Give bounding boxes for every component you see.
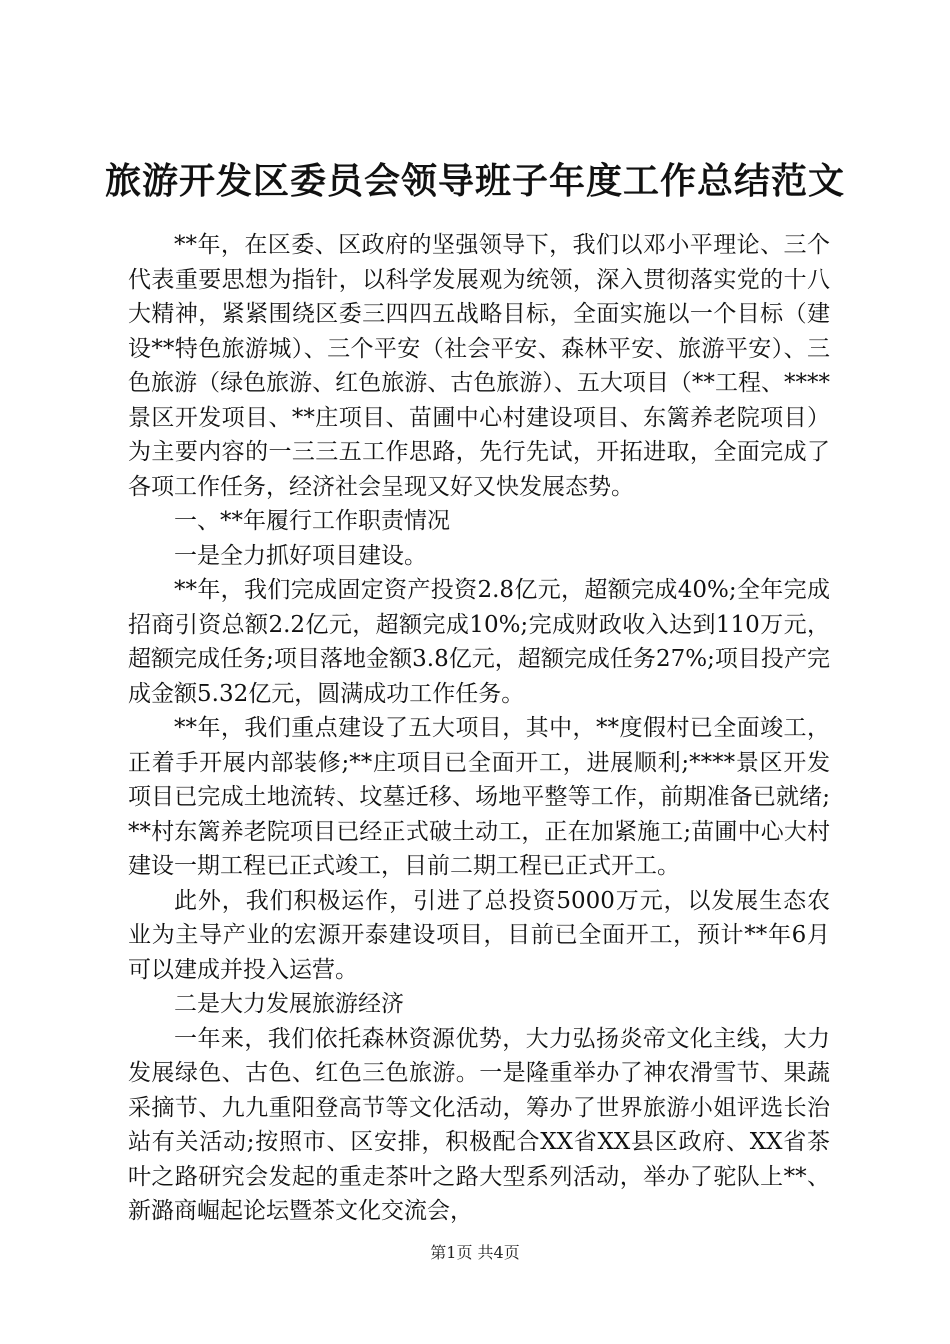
tourism-paragraph: 一年来，我们依托森林资源优势，大力弘扬炎帝文化主线，大力发展绿色、古色、红色三色旅游。一是隆重举办了神农滑雪节、果蔬采摘节、九九重阳登高节等文化活动，筹办了世界旅游小姐评选长治站有关活动;按照市、区安排，积极配合XX省XX县区政府、XX省茶叶之路研究会发起的重走茶叶之路大型系列活动，举办了驼队上**、新潞商崛起论坛暨茶文化交流会，: [128, 1025, 830, 1224]
subheading-projects: 一是全力抓好项目建设。: [174, 542, 427, 569]
investment-paragraph: **年，我们完成固定资产投资2.8亿元，超额完成40%;全年完成招商引资总额2.2亿元，超额完成10%;完成财政收入达到110万元，超额完成任务;项目落地金额3.8亿元，超额完成任务27%;项目投产完成金额5.32亿元，圆满成功工作任务。: [128, 577, 830, 707]
document-title: 旅游开发区委员会领导班子年度工作总结范文: [104, 160, 845, 202]
document-body: [128, 228, 830, 1229]
intro-paragraph: **年，在区委、区政府的坚强领导下，我们以邓小平理论、三个代表重要思想为指针，以科学发展观为统领，深入贯彻落实党的十八大精神，紧紧围绕区委三四四五战略目标，全面实施以一个目标（建设**特色旅游城）、三个平安（社会平安、森林平安、旅游平安）、三色旅游（绿色旅游、红色旅游、古色旅游）、五大项目（**工程、****景区开发项目、**庄项目、苗圃中心村建设项目、东篱养老院项目）为主要内容的一三三五工作思路，先行先试，开拓进取，全面完成了各项工作任务，经济社会呈现又好又快发展态势。: [128, 232, 830, 500]
section-heading-duties: 一、**年履行工作职责情况: [174, 508, 450, 534]
additional-investment-paragraph: 此外，我们积极运作，引进了总投资5000万元，以发展生态农业为主导产业的宏源开泰建设项目，目前已全面开工，预计**年6月可以建成并投入运营。: [128, 887, 830, 983]
subheading-tourism: 二是大力发展旅游经济: [174, 991, 404, 1017]
five-projects-paragraph: **年，我们重点建设了五大项目，其中，**度假村已全面竣工，正着手开展内部装修;**庄项目已全面开工，进展顺利;****景区开发项目已完成土地流转、坟墓迁移、场地平整等工作，前期准备已就绪;**村东篱养老院项目已经正式破土动工，正在加紧施工;苗圃中心大村建设一期工程已正式竣工，目前二期工程已正式开工。: [128, 715, 830, 879]
page-number-footer: 第1页 共4页: [430, 1243, 520, 1262]
